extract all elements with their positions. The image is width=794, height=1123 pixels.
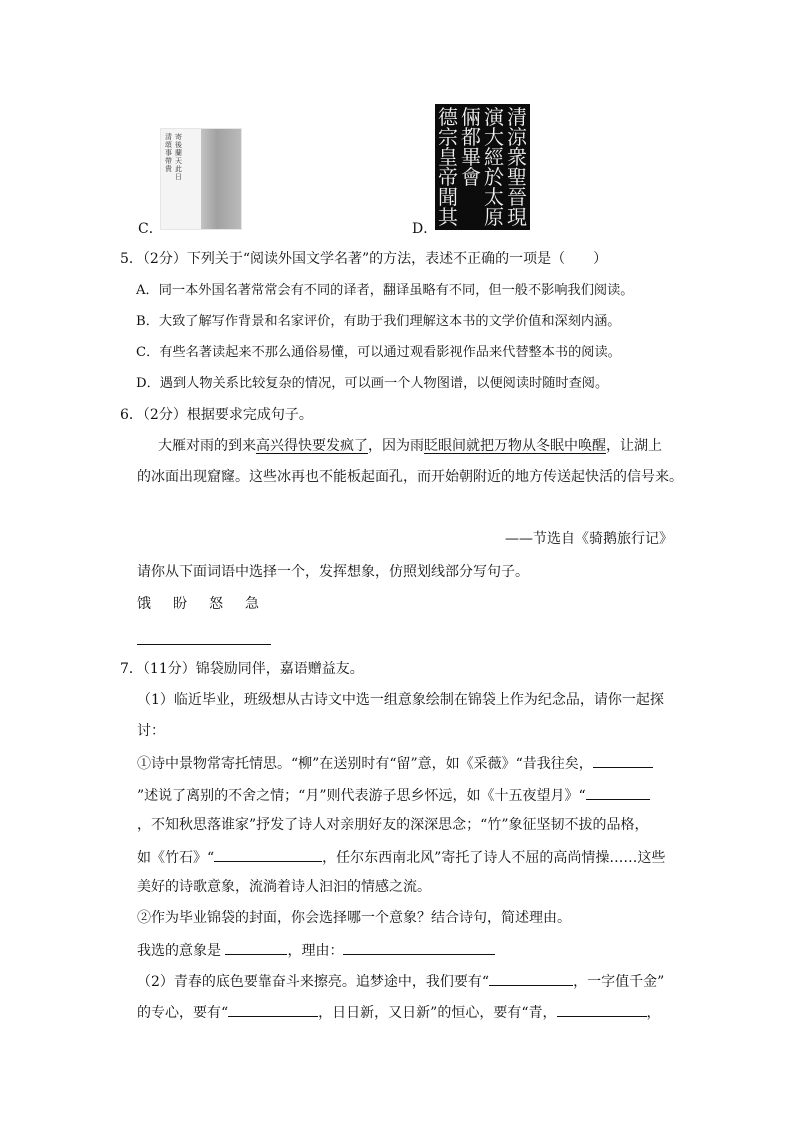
question-7-item-1-line-5: 美好的诗歌意象，流淌着诗人汩汩的情感之流。 [137,879,431,895]
word-choice: 饿 [137,596,151,612]
underlined-phrase-2: 眨眼间就把万物从冬眠中唤醒 [424,438,606,454]
underlined-phrase-1: 高兴得快要发疯了 [256,438,368,454]
question-5-option-b: B．大致了解写作背景和名家评价，有助于我们理解这本书的文学价值和深刻内涵。 [136,314,621,329]
option-d-label: D． [412,221,438,237]
question-7-item-2-line-2: 我选的意象是 ，理由： [137,940,495,960]
word-choice: 急 [245,596,259,612]
calligraphy-column: 倆都畢會 [461,105,481,189]
answer-line[interactable] [137,644,271,645]
calligraphy-column: 清頌事帶貴 [165,133,172,173]
word-choice: 怒 [209,596,223,612]
question-6-word-choices [137,595,259,613]
question-7-stem: 7．（11分）锦袋励同伴，嘉语赠益友。 [120,661,364,677]
question-6-source: ——节选自《骑鹅旅行记》 [505,531,673,547]
calligraphy-column: 演大經於太原 [484,105,504,229]
fill-blank[interactable] [557,1002,647,1017]
calligraphy-image-c [160,128,242,230]
question-6-passage-line-2: 的冰面出现窟窿。这些冰再也不能板起面孔，而开始朝附近的地方传送起快活的信号来。 [137,469,683,485]
fill-blank[interactable] [593,753,653,768]
image-texture [201,129,241,229]
fill-blank[interactable] [214,847,322,862]
option-c-label: C． [138,221,163,237]
question-7-part-2-line-2: 的专心，要有“ ，日日新，又日新”的恒心，要有“青， ， [137,1002,661,1022]
question-7-part-1-text: （1）临近毕业，班级想从古诗文中选一组意象绘制在锦袋上作为纪念品，请你一起探 [137,692,664,708]
question-6-stem: 6．（2分）根据要求完成句子。 [120,407,313,423]
question-5-option-a: A．同一本外国名著常常会有不同的译者，翻译虽略有不同，但一般不影响我们阅读。 [136,283,634,298]
calligraphy-column: 寄後蘭天此日 [175,133,182,181]
fill-blank[interactable] [489,971,573,986]
calligraphy-column: 德宗皇帝聞其 [438,105,458,229]
word-choice: 盼 [173,596,187,612]
question-7-item-1-line-4: 如《竹石》“ ，任尔东西南北风”寄托了诗人不屈的高尚情操……这些 [137,847,665,867]
question-7-part-1-text-cont: 讨： [137,723,165,739]
question-7-part-2-line-1: （2）青春的底色要靠奋斗来擦亮。追梦途中，我们要有“ ，一字值千金” [137,971,664,991]
fill-blank[interactable] [586,785,650,800]
question-7-item-1-line-2: ”述说了离别的不舍之情；“月”则代表游子思乡怀远，如《十五夜望月》“ [137,785,650,805]
fill-blank-reason[interactable] [343,940,495,955]
fill-blank-image-choice[interactable] [225,940,287,955]
calligraphy-image-d [435,104,530,230]
calligraphy-column: 清涼衆聖晉現 [507,105,527,229]
question-5-option-d: D．遇到人物关系比较复杂的情况，可以画一个人物图谱，以便阅读时随时查阅。 [136,376,609,391]
question-5-stem: 5．（2分）下列关于“阅读外国文学名著”的方法，表述不正确的一项是（ ） [120,251,608,267]
question-7-item-1-line-1: ①诗中景物常寄托情思。“柳”在送别时有“留”意，如《采薇》“昔我往矣， [137,753,653,773]
question-6-passage-line-1: 大雁对雨的到来高兴得快要发疯了，因为雨眨眼间就把万物从冬眠中唤醒，让湖上 [158,438,662,454]
question-7-item-1-line-3: ，不知秋思落谁家”抒发了诗人对亲朋好友的深深思念；“竹”象征坚韧不拔的品格， [137,817,649,833]
question-6-instruction: 请你从下面词语中选择一个，发挥想象，仿照划线部分写句子。 [137,564,529,580]
fill-blank[interactable] [228,1002,318,1017]
question-7-item-2-line-1: ②作为毕业锦袋的封面，你会选择哪一个意象？结合诗句，简述理由。 [137,910,571,926]
question-5-option-c: C．有些名著读起来不那么通俗易懂，可以通过观看影视作品来代替整本书的阅读。 [136,345,621,360]
